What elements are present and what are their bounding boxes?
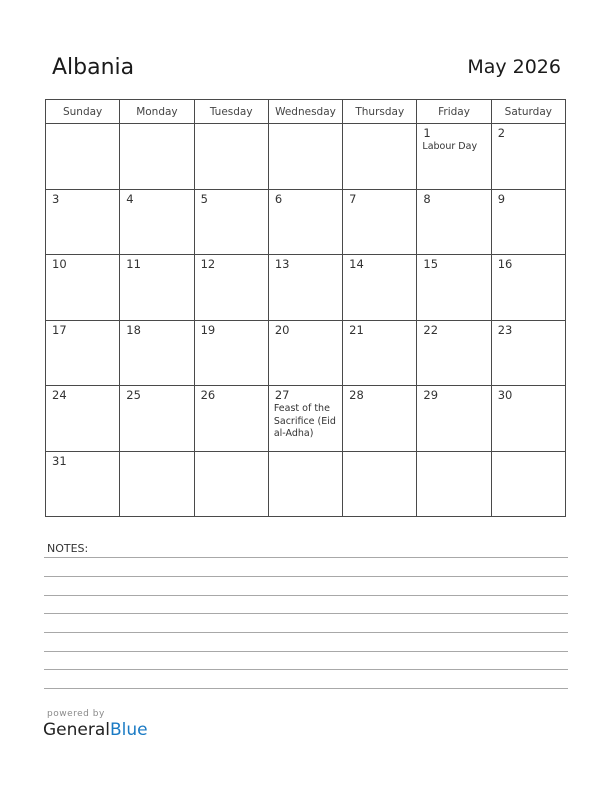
day-cell xyxy=(46,189,120,255)
note-line xyxy=(44,688,568,689)
day-number: 25 xyxy=(126,388,141,402)
day-cell xyxy=(194,451,268,517)
day-number: 13 xyxy=(274,257,290,271)
day-number xyxy=(195,124,268,126)
month-year-title: May 2026 xyxy=(467,56,561,78)
day-cell xyxy=(268,451,342,517)
day-number: 29 xyxy=(423,388,439,402)
weekday-header: Tuesday xyxy=(194,100,268,124)
day-cell xyxy=(343,189,417,255)
weekday-header: Thursday xyxy=(343,100,417,124)
day-number: 18 xyxy=(126,322,141,337)
day-number xyxy=(417,452,490,454)
day-number xyxy=(120,452,193,454)
day-number xyxy=(195,452,268,454)
day-cell xyxy=(343,124,417,190)
weekday-header: Friday xyxy=(417,100,491,124)
day-cell xyxy=(120,386,194,452)
day-number: 10 xyxy=(52,257,67,271)
note-line xyxy=(44,632,568,633)
week-row xyxy=(46,320,566,386)
day-cell xyxy=(491,124,565,190)
day-cell xyxy=(194,255,268,321)
day-number: 24 xyxy=(52,388,67,402)
day-cell xyxy=(268,124,342,190)
day-cell xyxy=(46,255,120,321)
day-number: 5 xyxy=(200,191,208,206)
day-cell xyxy=(268,255,342,321)
week-row xyxy=(46,386,566,452)
day-cell xyxy=(491,320,565,386)
day-cell xyxy=(46,451,120,517)
day-number: 16 xyxy=(497,257,513,271)
day-number: 31 xyxy=(52,453,67,468)
week-row xyxy=(46,189,566,255)
day-cell xyxy=(491,451,565,517)
day-cell xyxy=(491,255,565,321)
day-number: 15 xyxy=(423,257,439,271)
day-cell xyxy=(417,451,491,517)
weekday-header: Monday xyxy=(120,100,194,124)
week-row xyxy=(46,451,566,517)
day-cell xyxy=(343,386,417,452)
holiday-label: Labour Day xyxy=(422,141,478,152)
weekday-header-row xyxy=(46,100,566,124)
day-number: 28 xyxy=(349,388,364,402)
notes-label: NOTES: xyxy=(47,542,89,555)
day-cell xyxy=(120,255,194,321)
day-cell xyxy=(120,189,194,255)
day-number xyxy=(343,452,416,454)
day-number: 27 xyxy=(274,388,290,402)
day-cell xyxy=(120,320,194,386)
day-cell xyxy=(46,124,120,190)
day-cell xyxy=(491,189,565,255)
day-number: 4 xyxy=(126,191,134,206)
week-row xyxy=(46,124,566,190)
week-row xyxy=(46,255,566,321)
note-line xyxy=(44,651,568,652)
day-cell xyxy=(417,386,491,452)
day-cell xyxy=(194,189,268,255)
country-title: Albania xyxy=(52,55,135,80)
weekday-header: Wednesday xyxy=(268,100,342,124)
day-cell xyxy=(46,386,120,452)
day-number: 3 xyxy=(52,191,60,206)
weekday-header: Sunday xyxy=(46,100,120,124)
month-calendar xyxy=(45,99,566,517)
day-number xyxy=(120,124,193,126)
day-number: 14 xyxy=(349,257,364,271)
day-cell xyxy=(417,189,491,255)
weekday-header: Saturday xyxy=(491,100,565,124)
day-cell xyxy=(268,386,342,452)
day-number: 7 xyxy=(349,191,357,206)
note-line xyxy=(44,557,568,558)
day-number: 2 xyxy=(497,126,506,140)
day-number: 26 xyxy=(200,388,216,402)
day-number: 19 xyxy=(200,322,216,337)
note-line xyxy=(44,669,568,670)
day-number xyxy=(46,124,119,126)
day-cell xyxy=(417,124,491,190)
brand-blue: Blue xyxy=(110,720,148,740)
day-cell xyxy=(120,124,194,190)
day-number: 6 xyxy=(274,191,283,206)
day-cell xyxy=(268,189,342,255)
day-cell xyxy=(268,320,342,386)
day-cell xyxy=(194,386,268,452)
holiday-label: Feast of the Sacrifice (Eid al-Adha) xyxy=(273,403,336,439)
brand-general: General xyxy=(43,720,110,740)
note-line xyxy=(44,576,568,577)
day-number: 9 xyxy=(497,191,506,206)
note-line xyxy=(44,595,568,596)
day-number: 8 xyxy=(423,191,431,206)
day-number: 21 xyxy=(349,322,364,337)
day-cell xyxy=(343,320,417,386)
day-cell xyxy=(120,451,194,517)
day-cell xyxy=(46,320,120,386)
powered-by-text: powered by xyxy=(47,709,105,719)
day-number xyxy=(269,452,342,454)
day-cell xyxy=(194,320,268,386)
day-number: 22 xyxy=(423,322,439,337)
day-cell xyxy=(194,124,268,190)
day-number: 17 xyxy=(52,322,67,337)
day-cell xyxy=(343,451,417,517)
day-number: 23 xyxy=(497,322,513,337)
day-number xyxy=(492,452,565,454)
day-number xyxy=(343,124,416,126)
day-number xyxy=(269,124,342,126)
day-number: 1 xyxy=(423,126,431,140)
day-number: 11 xyxy=(126,257,141,271)
day-cell xyxy=(417,255,491,321)
note-line xyxy=(44,613,568,614)
day-number: 12 xyxy=(200,257,216,271)
day-number: 20 xyxy=(274,322,290,337)
day-cell xyxy=(417,320,491,386)
brand-logo xyxy=(43,720,148,740)
day-cell xyxy=(343,255,417,321)
day-cell xyxy=(491,386,565,452)
day-number: 30 xyxy=(497,388,513,402)
